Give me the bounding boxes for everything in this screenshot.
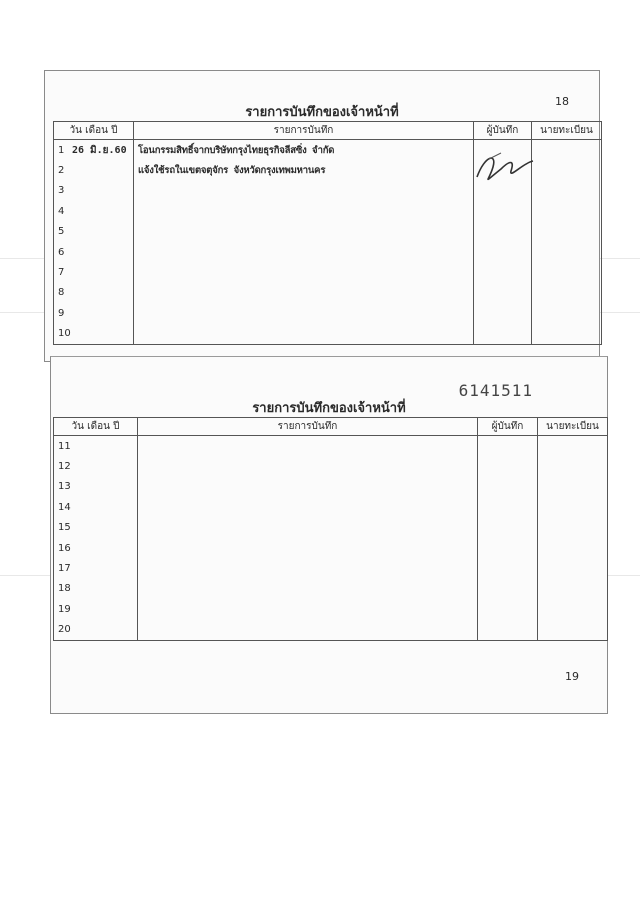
date-cell [54, 599, 138, 619]
registrar-cell [532, 140, 602, 161]
table-row [54, 558, 608, 578]
recorder-cell [478, 538, 538, 558]
recorder-cell [478, 436, 538, 457]
registrar-cell [538, 518, 608, 538]
registrar-cell [538, 497, 608, 517]
table-row [54, 497, 608, 517]
record-cell [134, 303, 474, 323]
date-cell [54, 497, 138, 517]
date-cell [54, 436, 138, 457]
column-header-record: รายการบันทึก [134, 122, 474, 140]
date-cell [54, 242, 134, 262]
record-cell [134, 181, 474, 201]
date-cell [54, 303, 134, 323]
record-cell [138, 497, 478, 517]
column-header-record: รายการบันทึก [138, 418, 478, 436]
recorder-cell [474, 324, 532, 345]
registrar-cell [538, 579, 608, 599]
row-number: 13 [58, 481, 71, 493]
record-table [53, 417, 608, 641]
table-row [54, 324, 602, 345]
registrar-cell [532, 303, 602, 323]
row-number: 2 [58, 165, 65, 177]
row-number: 5 [58, 226, 65, 238]
record-cell [134, 262, 474, 282]
date-cell [54, 160, 134, 180]
date-cell [54, 579, 138, 599]
column-header-registrar: นายทะเบียน [532, 122, 602, 140]
row-number: 12 [58, 461, 71, 473]
page-number: 19 [565, 670, 579, 683]
record-cell [134, 324, 474, 345]
row-number: 15 [58, 522, 71, 534]
recorder-cell [474, 222, 532, 242]
table-row [54, 456, 608, 476]
date-cell [54, 201, 134, 221]
recorder-cell [478, 518, 538, 538]
table-header-row [54, 122, 602, 140]
recorder-cell [474, 242, 532, 262]
date-cell [54, 181, 134, 201]
recorder-cell [478, 579, 538, 599]
recorder-cell [474, 201, 532, 221]
record-text: แจ้งใช้รถในเขตจตุจักร จังหวัดกรุงเทพมหานคร [138, 165, 326, 177]
table-row [54, 620, 608, 641]
registrar-cell [532, 242, 602, 262]
record-page-top [44, 70, 600, 362]
row-number: 8 [58, 287, 65, 299]
registrar-cell [538, 436, 608, 457]
row-number: 11 [58, 440, 71, 452]
page-heading: รายการบันทึกของเจ้าหน้าที่ [245, 105, 399, 120]
registrar-cell [538, 477, 608, 497]
row-number: 10 [58, 328, 71, 340]
record-cell [138, 620, 478, 641]
table-row [54, 436, 608, 457]
record-cell [134, 160, 474, 180]
table-row [54, 283, 602, 303]
record-page-bottom [50, 356, 608, 714]
date-cell [54, 283, 134, 303]
date-cell [54, 518, 138, 538]
record-cell [138, 579, 478, 599]
record-cell [138, 599, 478, 619]
table-row [54, 599, 608, 619]
recorder-signature [471, 149, 541, 189]
row-number: 6 [58, 246, 65, 258]
record-cell [138, 436, 478, 457]
record-text: โอนกรรมสิทธิ์จากบริษัทกรุงไทยธุรกิจลีสซิ่ง จำกัด [138, 144, 335, 156]
date-cell [54, 222, 134, 242]
page-number: 18 [555, 95, 569, 108]
column-header-date: วัน เดือน ปี [54, 122, 134, 140]
row-number: 16 [58, 542, 71, 554]
registrar-cell [532, 324, 602, 345]
date-cell [54, 324, 134, 345]
registrar-cell [532, 160, 602, 180]
table-row [54, 518, 608, 538]
table-header-row [54, 418, 608, 436]
row-number: 18 [58, 583, 71, 595]
row-number: 20 [58, 624, 71, 636]
date-cell [54, 538, 138, 558]
date-cell [54, 140, 134, 161]
table-row [54, 579, 608, 599]
table-row [54, 222, 602, 242]
registrar-cell [538, 620, 608, 641]
recorder-cell [478, 558, 538, 578]
column-header-registrar: นายทะเบียน [538, 418, 608, 436]
row-number: 3 [58, 185, 65, 197]
record-date: 26 มิ.ย.60 [72, 144, 127, 156]
record-cell [138, 456, 478, 476]
record-cell [138, 518, 478, 538]
record-cell [134, 140, 474, 161]
registrar-cell [532, 222, 602, 242]
record-cell [134, 222, 474, 242]
record-cell [134, 283, 474, 303]
recorder-cell [478, 599, 538, 619]
record-cell [134, 242, 474, 262]
registrar-cell [532, 262, 602, 282]
row-number: 9 [58, 307, 65, 319]
registrar-cell [538, 599, 608, 619]
date-cell [54, 558, 138, 578]
page-heading: รายการบันทึกของเจ้าหน้าที่ [252, 401, 406, 416]
table-row [54, 477, 608, 497]
recorder-cell [478, 477, 538, 497]
record-cell [138, 558, 478, 578]
registrar-cell [532, 201, 602, 221]
registrar-cell [538, 558, 608, 578]
recorder-cell [478, 620, 538, 641]
row-number: 1 [58, 144, 65, 156]
record-cell [138, 477, 478, 497]
date-cell [54, 620, 138, 641]
column-header-recorder: ผู้บันทึก [478, 418, 538, 436]
date-cell [54, 477, 138, 497]
registrar-cell [532, 181, 602, 201]
recorder-cell [478, 456, 538, 476]
registrar-cell [538, 456, 608, 476]
column-header-date: วัน เดือน ปี [54, 418, 138, 436]
table-row [54, 538, 608, 558]
recorder-cell [474, 303, 532, 323]
recorder-cell [474, 262, 532, 282]
record-cell [134, 201, 474, 221]
date-cell [54, 456, 138, 476]
row-number: 19 [58, 603, 71, 615]
row-number: 7 [58, 267, 65, 279]
table-row [54, 303, 602, 323]
record-cell [138, 538, 478, 558]
table-row [54, 242, 602, 262]
column-header-recorder: ผู้บันทึก [474, 122, 532, 140]
row-number: 17 [58, 563, 71, 575]
table-row [54, 201, 602, 221]
stamp-number: 6141511 [458, 381, 533, 400]
date-cell [54, 262, 134, 282]
recorder-cell [474, 283, 532, 303]
registrar-cell [532, 283, 602, 303]
registrar-cell [538, 538, 608, 558]
table-row [54, 262, 602, 282]
row-number: 4 [58, 205, 65, 217]
row-number: 14 [58, 501, 71, 513]
recorder-cell [478, 497, 538, 517]
